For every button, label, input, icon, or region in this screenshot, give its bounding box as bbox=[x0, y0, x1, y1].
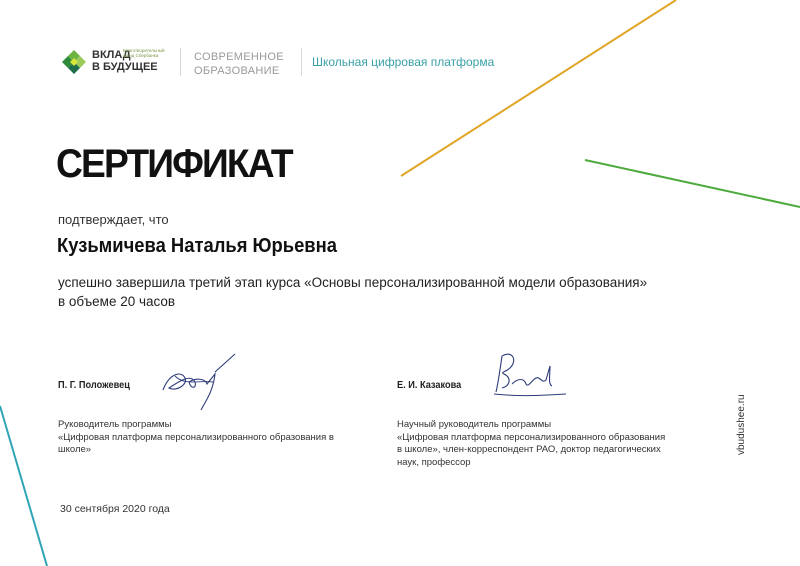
recipient-name: Кузьмичева Наталья Юрьевна bbox=[57, 235, 337, 257]
website-url: vbudushee.ru bbox=[736, 394, 747, 455]
certificate-title: СЕРТИФИКАТ bbox=[56, 142, 292, 186]
signatory-name: Е. И. Казакова bbox=[397, 380, 462, 391]
logo-subtitle: Благотворительный фонд Сбербанка bbox=[123, 48, 165, 58]
signature-2 bbox=[488, 350, 570, 406]
signatory-name: П. Г. Положевец bbox=[58, 380, 130, 391]
section-label: СОВРЕМЕННОЕ ОБРАЗОВАНИЕ bbox=[194, 51, 284, 77]
green-decor-line bbox=[585, 160, 800, 207]
course-description: успешно завершила третий этап курса «Основы персонализированной модели образования» в объеме 20 часов bbox=[58, 275, 648, 309]
signatory-role: Научный руководитель программы «Цифровая платформа персонализированного образования в школе», член-корреспондент РАО, доктор педагогических наук, профессор bbox=[397, 419, 666, 468]
confirms-text: подтверждает, что bbox=[58, 212, 169, 227]
logo-icon bbox=[60, 48, 88, 76]
signature-1 bbox=[155, 352, 245, 414]
header-divider bbox=[180, 48, 181, 76]
signatory-role: Руководитель программы «Цифровая платформа персонализированного образования в школе» bbox=[58, 419, 334, 455]
logo-text: ВКЛАД В БУДУЩЕЕ bbox=[92, 49, 158, 73]
header-divider bbox=[301, 48, 302, 76]
platform-name: Школьная цифровая платформа bbox=[312, 55, 495, 69]
orange-decor-line bbox=[401, 0, 676, 176]
issue-date: 30 сентября 2020 года bbox=[60, 503, 170, 515]
teal-decor-line bbox=[0, 406, 47, 566]
